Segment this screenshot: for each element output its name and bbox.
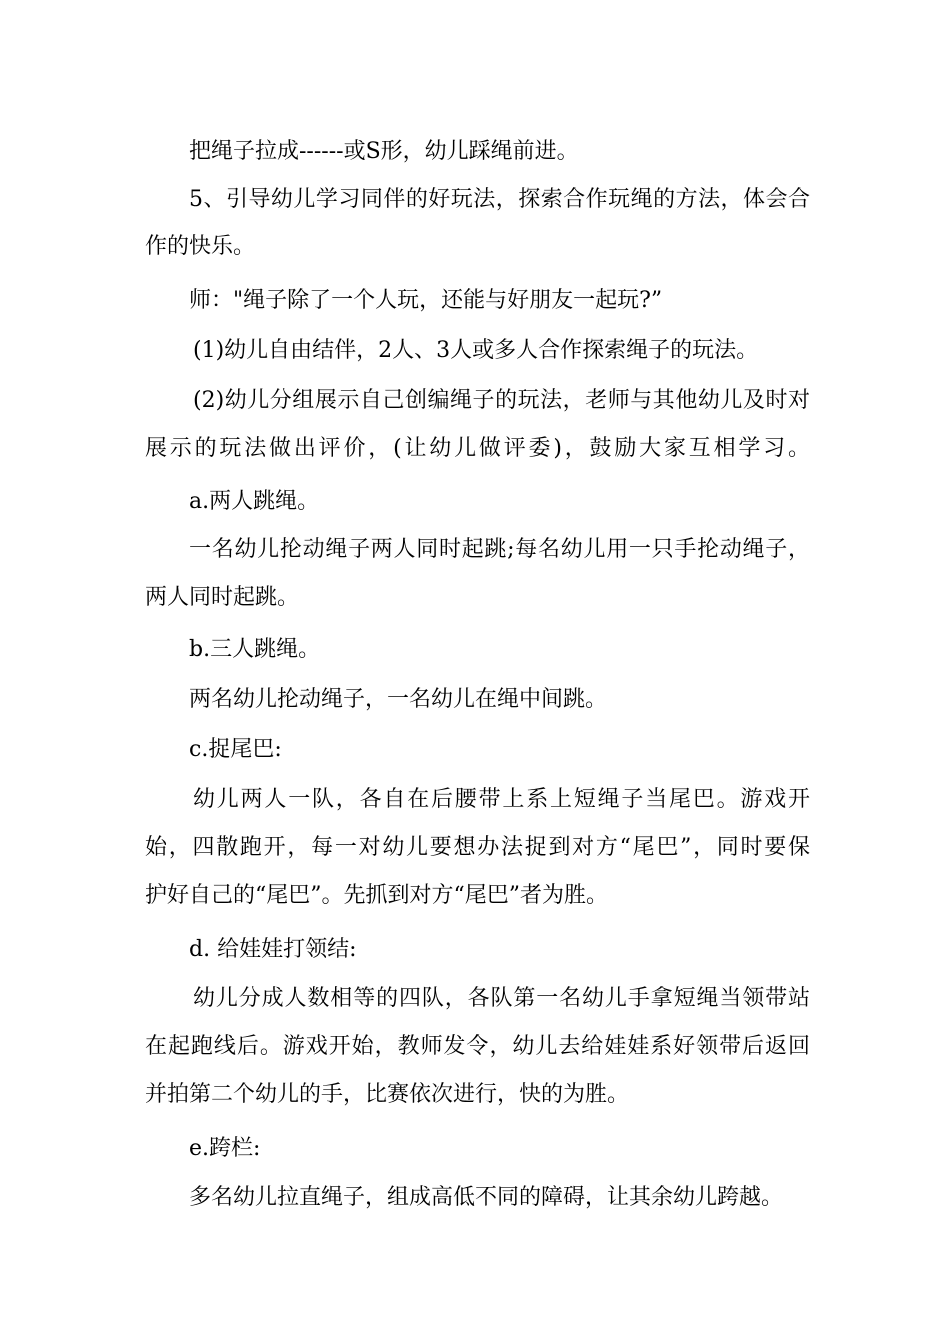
paragraph-line-22: 多名幼儿拉直绳子，组成高低不同的障碍，让其余幼儿跨越。 — [189, 1185, 784, 1210]
paragraph-line-1: 把绳子拉成------或S形，幼儿踩绳前进。 — [189, 139, 579, 164]
paragraph-line-19: 在起跑线后。游戏开始，教师发令，幼儿去给娃娃系好领带后返回 — [145, 1034, 810, 1059]
paragraph-line-20: 并拍第二个幼儿的手，比赛依次进行，快的为胜。 — [145, 1082, 630, 1107]
paragraph-line-16: 护好自己的“尾巴”。先抓到对方“尾巴”者为胜。 — [145, 883, 608, 908]
paragraph-line-17: d. 给娃娃打领结: — [189, 937, 357, 962]
paragraph-line-4: 师："绳子除了一个人玩，还能与好朋友一起玩?” — [189, 288, 663, 313]
paragraph-line-6: (2)幼儿分组展示自己创编绳子的玩法，老师与其他幼儿及时对 — [193, 388, 810, 413]
paragraph-line-2: 5、引导幼儿学习同伴的好玩法，探索合作玩绳的方法，体会合 — [189, 187, 810, 212]
paragraph-line-15: 始，四散跑开，每一对幼儿要想办法捉到对方“尾巴”，同时要保 — [145, 835, 810, 860]
paragraph-line-18: 幼儿分成人数相等的四队，各队第一名幼儿手拿短绳当领带站 — [193, 986, 810, 1011]
paragraph-line-10: 两人同时起跳。 — [145, 585, 300, 610]
paragraph-line-14: 幼儿两人一队，各自在后腰带上系上短绳子当尾巴。游戏开 — [193, 787, 810, 812]
paragraph-line-5: (1)幼儿自由结伴，2人、3人或多人合作探索绳子的玩法。 — [193, 338, 759, 363]
paragraph-line-8: a.两人跳绳。 — [189, 489, 320, 514]
paragraph-line-13: c.捉尾巴: — [189, 737, 282, 762]
paragraph-line-12: 两名幼儿抡动绳子，一名幼儿在绳中间跳。 — [189, 687, 608, 712]
paragraph-line-21: e.跨栏: — [189, 1136, 261, 1161]
paragraph-line-7: 展示的玩法做出评价，(让幼儿做评委)，鼓励大家互相学习。 — [145, 436, 810, 461]
paragraph-line-3: 作的快乐。 — [145, 234, 256, 259]
paragraph-line-11: b.三人跳绳。 — [189, 637, 321, 662]
paragraph-line-9: 一名幼儿抡动绳子两人同时起跳;每名幼儿用一只手抡动绳子， — [189, 537, 810, 562]
